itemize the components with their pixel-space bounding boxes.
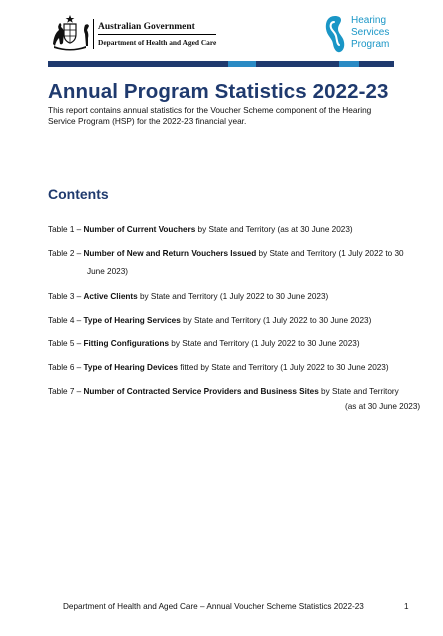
page-footer: Department of Health and Aged Care – Annual Voucher Scheme Statistics 2022-23 bbox=[63, 602, 364, 611]
hsp-logo-line-1: Hearing bbox=[351, 15, 387, 26]
hsp-logo-line-2: Services bbox=[351, 27, 390, 38]
hsp-logo-line-3: Program bbox=[351, 39, 390, 50]
stripe-segment bbox=[48, 61, 228, 67]
toc-prefix: Table 7 – bbox=[48, 387, 84, 396]
toc-prefix: Table 2 – bbox=[48, 249, 84, 258]
logo-rule bbox=[98, 34, 216, 35]
toc-title: Number of Current Vouchers bbox=[83, 225, 196, 234]
toc-prefix: Table 4 – bbox=[48, 316, 84, 325]
toc-entry-table-5[interactable] bbox=[48, 338, 360, 349]
stripe-segment bbox=[359, 61, 394, 67]
toc-title: Type of Hearing Services bbox=[83, 316, 181, 325]
toc-title: Type of Hearing Devices bbox=[83, 363, 179, 372]
contents-heading: Contents bbox=[48, 186, 109, 202]
toc-prefix: Table 3 – bbox=[48, 292, 84, 301]
toc-title: Number of New and Return Vouchers Issued bbox=[83, 249, 257, 258]
toc-entry-table-2[interactable] bbox=[48, 248, 404, 259]
ear-icon bbox=[324, 14, 346, 54]
toc-entry-table-6[interactable] bbox=[48, 362, 389, 373]
header-stripe bbox=[48, 61, 394, 67]
government-name: Australian Government bbox=[98, 22, 195, 32]
toc-rest: by State and Territory (1 July 2022 to 30 June 2023) bbox=[169, 339, 360, 348]
document-title: Annual Program Statistics 2022-23 bbox=[48, 80, 389, 103]
logo-divider bbox=[93, 19, 94, 49]
toc-entry-table-3[interactable] bbox=[48, 291, 328, 302]
toc-rest: by State and Territory bbox=[318, 387, 399, 396]
toc-entry-table-7-continuation: (as at 30 June 2023) bbox=[345, 402, 421, 411]
stripe-segment bbox=[256, 61, 339, 67]
toc-title: Fitting Configurations bbox=[83, 339, 170, 348]
toc-rest: by State and Territory (1 July 2022 to 30 bbox=[256, 249, 404, 258]
toc-title: Active Clients bbox=[83, 292, 138, 301]
page-number: 1 bbox=[404, 602, 409, 611]
toc-rest: by State and Territory (1 July 2022 to 30 June 2023) bbox=[180, 316, 372, 325]
hearing-services-program-logo bbox=[324, 12, 414, 58]
toc-entry-table-4[interactable] bbox=[48, 315, 371, 326]
stripe-segment bbox=[228, 61, 256, 67]
australian-government-logo bbox=[50, 14, 240, 54]
toc-prefix: Table 1 – bbox=[48, 225, 84, 234]
toc-rest: by State and Territory (as at 30 June 2023) bbox=[195, 225, 353, 234]
intro-paragraph: This report contains annual statistics for the Voucher Scheme component of the Hearing Service Program (HSP) for the 2022-23 financial year. bbox=[48, 105, 372, 126]
toc-rest: fitted by State and Territory (1 July 2022 to 30 June 2023) bbox=[178, 363, 389, 372]
department-name: Department of Health and Aged Care bbox=[98, 38, 217, 47]
toc-prefix: Table 5 – bbox=[48, 339, 84, 348]
toc-entry-table-1[interactable] bbox=[48, 224, 353, 235]
toc-prefix: Table 6 – bbox=[48, 363, 84, 372]
coat-of-arms-icon bbox=[50, 14, 90, 52]
stripe-segment bbox=[339, 61, 360, 67]
toc-entry-table-2-continuation: June 2023) bbox=[87, 267, 128, 276]
toc-rest: by State and Territory (1 July 2022 to 30 June 2023) bbox=[137, 292, 329, 301]
toc-title: Number of Contracted Service Providers and Business Sites bbox=[83, 387, 319, 396]
hsp-logo-text bbox=[351, 15, 389, 51]
toc-entry-table-7[interactable] bbox=[48, 386, 399, 397]
